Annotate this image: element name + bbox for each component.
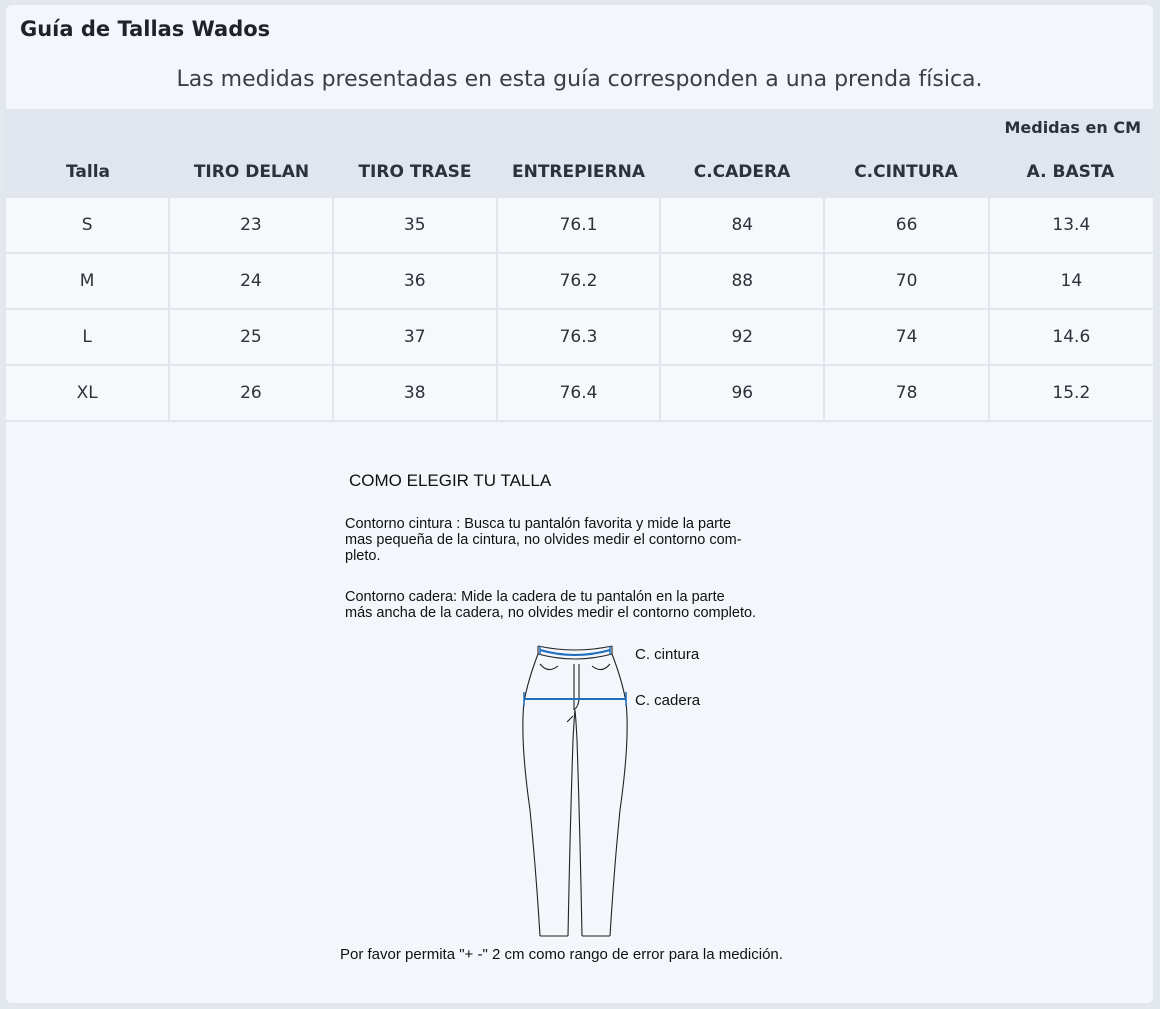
table-cell: 36	[334, 254, 498, 308]
table-cell: 15.2	[1052, 383, 1091, 403]
table-cell: 74	[825, 310, 989, 364]
table-cell: 70	[825, 254, 989, 308]
modal-subtitle: Las medidas presentadas en esta guía corresponden a una prenda física.	[176, 67, 983, 92]
table-cell: 13.4	[1052, 215, 1091, 235]
table-cell: 24	[170, 254, 333, 308]
table-cell: 96	[661, 366, 825, 420]
waist-line: mas pequeña de la cintura, no olvides medir el contorno com-	[345, 532, 742, 548]
waist-line: Contorno cintura : Busca tu pantalón favorita y mide la parte	[345, 516, 732, 532]
column-header: C.CADERA	[693, 161, 791, 182]
table-cell: 25	[170, 310, 333, 364]
column-header: ENTREPIERNA	[511, 161, 645, 182]
table-cell: M	[6, 254, 170, 308]
waist-label: C. cintura	[635, 646, 700, 663]
table-cell: 14.6	[1052, 327, 1091, 347]
table-cell: 78	[825, 366, 989, 420]
pants-diagram	[510, 630, 640, 942]
table-cell: 66	[825, 198, 989, 252]
table-cell: 38	[334, 366, 498, 420]
hip-line: más ancha de la cadera, no olvides medir el contorno completo.	[345, 605, 757, 621]
guide-title: COMO ELEGIR TU TALLA	[349, 471, 552, 490]
measure-lines	[524, 646, 626, 706]
table-row	[6, 198, 1153, 254]
units-label: Medidas en CM	[1004, 118, 1141, 137]
hip-instructions	[345, 589, 825, 621]
modal-title: Guía de Tallas Wados	[20, 17, 271, 41]
table-cell: 92	[661, 310, 825, 364]
column-header: TIRO DELAN	[193, 161, 310, 182]
column-header: C.CINTURA	[854, 161, 958, 182]
hip-line: Contorno cadera: Mide la cadera de tu pantalón en la parte	[345, 589, 725, 605]
error-range-note: Por favor permita "+ -" 2 cm como rango de error para la medición.	[340, 946, 783, 963]
table-cell: 14	[1060, 271, 1083, 291]
table-cell: 23	[170, 198, 333, 252]
table-cell: L	[6, 310, 170, 364]
table-row	[6, 366, 1153, 422]
table-row	[6, 254, 1153, 310]
table-cell: 76.4	[498, 366, 661, 420]
table-cell: 26	[170, 366, 333, 420]
table-header	[6, 145, 1153, 198]
table-cell: 76.1	[498, 198, 661, 252]
column-header: TIRO TRASE	[358, 161, 472, 182]
table-cell: S	[6, 198, 170, 252]
units-bar	[6, 109, 1153, 145]
column-header: A. BASTA	[1026, 161, 1115, 182]
table-cell: 37	[334, 310, 498, 364]
table-row	[6, 310, 1153, 366]
table-cell: 88	[661, 254, 825, 308]
table-cell: 76.3	[498, 310, 661, 364]
table-cell: 84	[661, 198, 825, 252]
table-cell: XL	[6, 366, 170, 420]
waist-line: pleto.	[345, 548, 381, 564]
column-header: Talla	[65, 161, 110, 182]
table-cell: 35	[334, 198, 498, 252]
table-cell: 76.2	[498, 254, 661, 308]
hip-label: C. cadera	[635, 692, 701, 709]
waist-instructions	[345, 516, 825, 564]
